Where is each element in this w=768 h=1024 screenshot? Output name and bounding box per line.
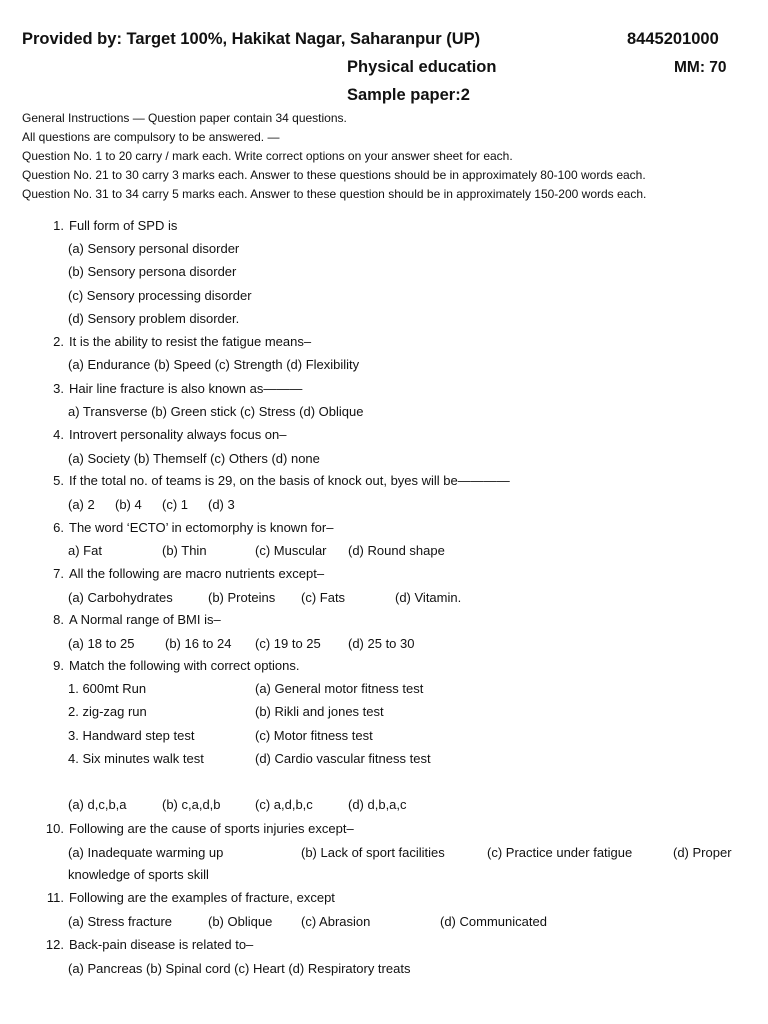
question-text: Following are the examples of fracture, except xyxy=(69,890,335,905)
subject-title: Physical education xyxy=(347,58,497,76)
option-line: (a) Society (b) Themself (c) Others (d) none xyxy=(68,451,320,466)
option-line: (c) Sensory processing disorder xyxy=(68,288,252,303)
question-text: It is the ability to resist the fatigue means– xyxy=(69,334,312,349)
option-d: (d) 25 to 30 xyxy=(348,636,415,651)
question-1 xyxy=(0,218,768,236)
instruction-line: Question No. 31 to 34 carry 5 marks each. Answer to these question should be in approximately 150-200 words each. xyxy=(22,187,647,201)
match-right-item: (d) Cardio vascular fitness test xyxy=(255,751,431,766)
question-10 xyxy=(0,821,768,839)
question-number: 3. xyxy=(53,381,64,396)
provider-heading: Provided by: Target 100%, Hakikat Nagar, Saharanpur (UP) xyxy=(22,30,481,48)
match-right-item: (b) Rikli and jones test xyxy=(255,704,384,719)
question-6 xyxy=(0,520,768,538)
instruction-line: Question No. 21 to 30 carry 3 marks each. Answer to these questions should be in approximately 80-100 words each. xyxy=(22,168,646,182)
option-b: (b) Lack of sport facilities xyxy=(301,845,445,860)
question-number: 9. xyxy=(53,658,64,673)
question-number: 2. xyxy=(53,334,64,349)
match-left-item: 4. Six minutes walk test xyxy=(68,751,204,766)
option-d: (d) Proper xyxy=(673,845,732,860)
option-a: (a) Stress fracture xyxy=(68,914,173,929)
question-8 xyxy=(0,612,768,630)
option-b: (b) 16 to 24 xyxy=(165,636,232,651)
option-c: (c) Practice under fatigue xyxy=(487,845,633,860)
match-left-item: 1. 600mt Run xyxy=(68,681,147,696)
question-text: The word ‘ECTO’ in ectomorphy is known for– xyxy=(69,520,334,535)
option-d: (d) d,b,a,c xyxy=(348,797,407,812)
question-5 xyxy=(0,473,768,491)
option-c: (c) 1 xyxy=(162,497,188,512)
option-d: (d) 3 xyxy=(208,497,235,512)
option-line: (a) Endurance (b) Speed (c) Strength (d) Flexibility xyxy=(68,357,360,372)
option-b: (b) Thin xyxy=(162,543,207,558)
option-continuation: knowledge of sports skill xyxy=(68,867,209,882)
question-text: If the total no. of teams is 29, on the basis of knock out, byes will be———— xyxy=(69,473,510,488)
question-text: All the following are macro nutrients except– xyxy=(69,566,325,581)
option-a: (a) Carbohydrates xyxy=(68,590,173,605)
option-b: (b) Proteins xyxy=(208,590,276,605)
question-11 xyxy=(0,890,768,908)
question-number: 5. xyxy=(53,473,64,488)
question-text: Introvert personality always focus on– xyxy=(69,427,287,442)
question-4 xyxy=(0,427,768,445)
match-right-item: (c) Motor fitness test xyxy=(255,728,373,743)
option-a: (a) d,c,b,a xyxy=(68,797,127,812)
question-2 xyxy=(0,334,768,352)
option-b: (b) c,a,d,b xyxy=(162,797,221,812)
question-text: Back-pain disease is related to– xyxy=(69,937,254,952)
option-a: (a) 2 xyxy=(68,497,95,512)
question-number: 7. xyxy=(53,566,64,581)
option-d: (d) Round shape xyxy=(348,543,445,558)
match-left-item: 3. Handward step test xyxy=(68,728,195,743)
option-c: (c) Muscular xyxy=(255,543,327,558)
instruction-line: Question No. 1 to 20 carry / mark each. Write correct options on your answer sheet for each. xyxy=(22,149,513,163)
option-a: (a) 18 to 25 xyxy=(68,636,135,651)
match-right-item: (a) General motor fitness test xyxy=(255,681,424,696)
option-line: (a) Sensory personal disorder xyxy=(68,241,240,256)
option-c: (c) Abrasion xyxy=(301,914,371,929)
question-number: 11. xyxy=(46,890,64,905)
option-b: (b) Oblique xyxy=(208,914,273,929)
option-a: (a) Inadequate warming up xyxy=(68,845,224,860)
question-text: A Normal range of BMI is– xyxy=(69,612,221,627)
option-line: (d) Sensory problem disorder. xyxy=(68,311,240,326)
option-c: (c) Fats xyxy=(301,590,346,605)
question-text: Match the following with correct options. xyxy=(69,658,300,673)
option-c: (c) 19 to 25 xyxy=(255,636,321,651)
option-d: (d) Communicated xyxy=(440,914,547,929)
option-line: (b) Sensory persona disorder xyxy=(68,264,237,279)
option-c: (c) a,d,b,c xyxy=(255,797,313,812)
instruction-line: General Instructions — Question paper contain 34 questions. xyxy=(22,111,347,125)
option-b: (b) 4 xyxy=(115,497,142,512)
question-number: 8. xyxy=(53,612,64,627)
option-d: (d) Vitamin. xyxy=(395,590,462,605)
question-number: 6. xyxy=(53,520,64,535)
question-number: 1. xyxy=(53,218,64,233)
paper-title: Sample paper:2 xyxy=(347,86,470,104)
option-line: (a) Pancreas (b) Spinal cord (c) Heart (d) Respiratory treats xyxy=(68,961,411,976)
question-text: Following are the cause of sports injuries except– xyxy=(69,821,354,836)
question-number: 12. xyxy=(45,937,64,952)
question-3 xyxy=(0,381,768,399)
max-marks: MM: 70 xyxy=(674,59,727,76)
question-number: 10. xyxy=(45,821,64,836)
question-text: Hair line fracture is also known as——— xyxy=(69,381,303,396)
question-number: 4. xyxy=(53,427,64,442)
match-left-item: 2. zig-zag run xyxy=(68,704,147,719)
question-7 xyxy=(0,566,768,584)
question-12 xyxy=(0,937,768,955)
option-a: a) Fat xyxy=(68,543,102,558)
phone-number: 8445201000 xyxy=(627,30,719,48)
question-9 xyxy=(0,658,768,676)
option-line: a) Transverse (b) Green stick (c) Stress (d) Oblique xyxy=(68,404,364,419)
instruction-line: All questions are compulsory to be answered. — xyxy=(22,130,280,144)
question-text: Full form of SPD is xyxy=(69,218,178,233)
